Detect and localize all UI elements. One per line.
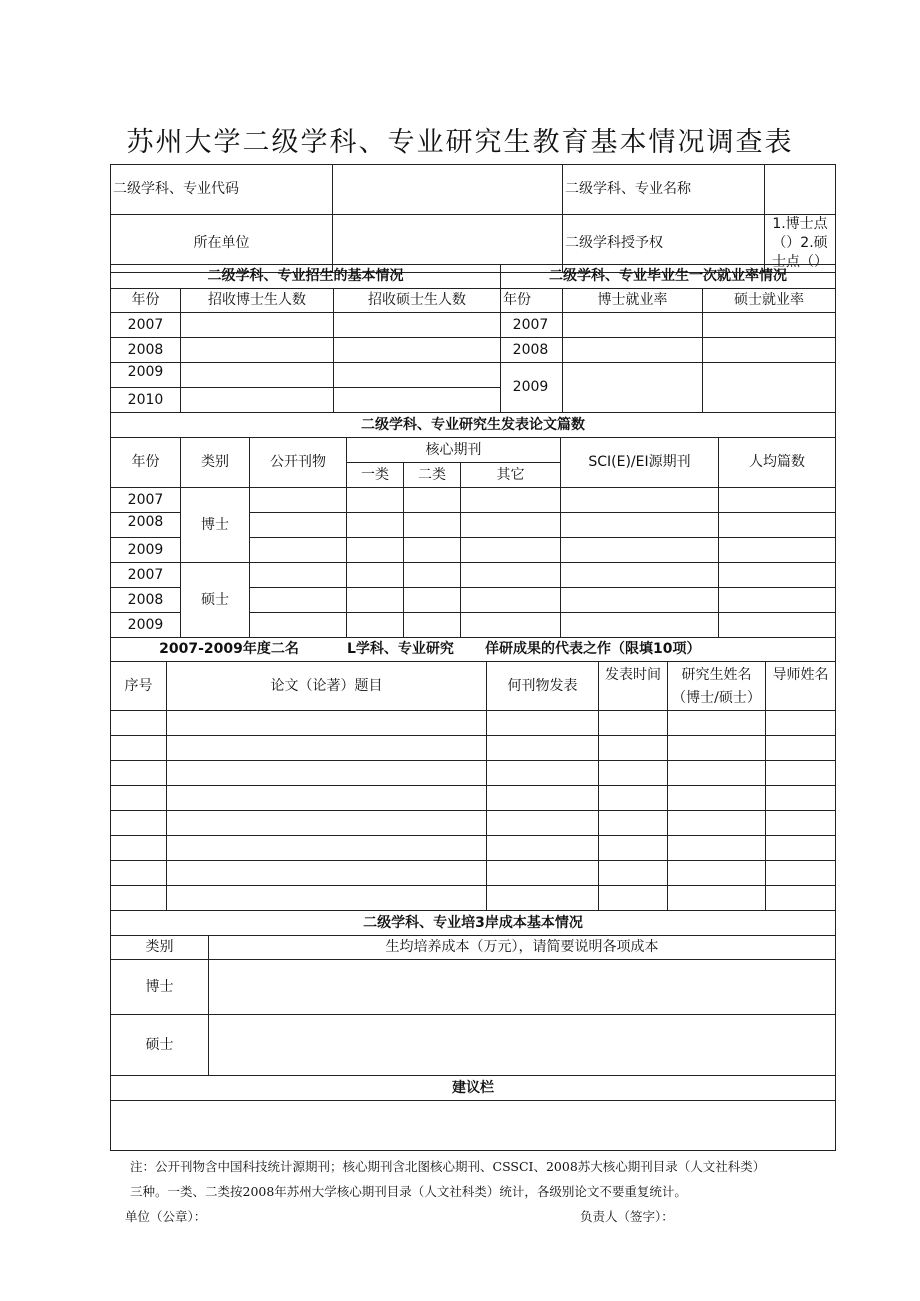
ach-cell[interactable] bbox=[111, 711, 167, 736]
ach-col-journal: 何刊物发表 bbox=[487, 662, 599, 711]
ach-cell[interactable] bbox=[111, 761, 167, 786]
ach-cell[interactable] bbox=[167, 786, 487, 811]
ach-cell[interactable] bbox=[766, 736, 836, 761]
name-field[interactable] bbox=[765, 165, 836, 215]
enroll-col-phd: 招收博士生人数 bbox=[181, 289, 334, 313]
suggestion-field[interactable] bbox=[111, 1101, 836, 1151]
ach-cell[interactable] bbox=[111, 811, 167, 836]
papers-cell[interactable] bbox=[719, 513, 836, 538]
note-line-1: 注：公开刊物含中国科技统计源期刊；核心期刊含北图核心期刊、CSSCI、2008苏大核心期刊目录（人文社科类） bbox=[130, 1159, 766, 1174]
papers-cell[interactable] bbox=[250, 488, 347, 513]
ach-cell[interactable] bbox=[599, 861, 668, 886]
papers-cell[interactable] bbox=[719, 563, 836, 588]
papers-cell[interactable] bbox=[404, 613, 461, 638]
papers-cell[interactable] bbox=[347, 538, 404, 563]
papers-cell[interactable] bbox=[404, 588, 461, 613]
ach-cell[interactable] bbox=[487, 886, 599, 911]
table-row bbox=[111, 786, 836, 811]
enrollment-title: 二级学科、专业招生的基本情况 bbox=[111, 265, 501, 289]
ach-cell[interactable] bbox=[766, 886, 836, 911]
ach-cell[interactable] bbox=[599, 736, 668, 761]
enroll-year: 2007 bbox=[111, 313, 181, 338]
ach-cell[interactable] bbox=[111, 786, 167, 811]
ach-cell[interactable] bbox=[599, 886, 668, 911]
ach-cell[interactable] bbox=[766, 711, 836, 736]
papers-cell[interactable] bbox=[250, 588, 347, 613]
employment-title: 二级学科、专业毕业生一次就业率情况 bbox=[501, 265, 836, 289]
papers-year: 2007 bbox=[111, 563, 181, 588]
ach-cell[interactable] bbox=[167, 736, 487, 761]
responsible-label: 负责人（签字）： bbox=[580, 1209, 674, 1224]
papers-cell[interactable] bbox=[719, 588, 836, 613]
enroll-cell[interactable] bbox=[181, 313, 334, 338]
enroll-cell[interactable] bbox=[181, 363, 334, 388]
cost-title: 二级学科、专业培3岸成本基本情况 bbox=[111, 911, 836, 936]
papers-cell[interactable] bbox=[461, 588, 561, 613]
enroll-col-year: 年份 bbox=[111, 289, 181, 313]
papers-cell[interactable] bbox=[561, 488, 719, 513]
papers-col-public: 公开刊物 bbox=[250, 438, 347, 488]
cost-col-type: 类别 bbox=[111, 936, 209, 960]
ach-col-student: 研究生姓名 bbox=[681, 667, 752, 683]
papers-cell[interactable] bbox=[404, 563, 461, 588]
papers-year: 2008 bbox=[111, 588, 181, 613]
papers-year: 2007 bbox=[111, 488, 181, 513]
ach-cell[interactable] bbox=[167, 886, 487, 911]
ach-cell[interactable] bbox=[599, 836, 668, 861]
cost-phd-label: 博士 bbox=[111, 960, 209, 1015]
table-row bbox=[111, 861, 836, 886]
table-row bbox=[111, 736, 836, 761]
papers-cell[interactable] bbox=[561, 588, 719, 613]
papers-cell[interactable] bbox=[250, 563, 347, 588]
enroll-cell[interactable] bbox=[181, 338, 334, 363]
ach-cell[interactable] bbox=[766, 786, 836, 811]
employ-cell[interactable] bbox=[563, 338, 703, 363]
papers-cell[interactable] bbox=[250, 538, 347, 563]
enroll-cell[interactable] bbox=[181, 388, 334, 413]
papers-year: 2008 bbox=[111, 513, 181, 538]
papers-title: 二级学科、专业研究生发表论文篇数 bbox=[111, 413, 836, 438]
papers-cell[interactable] bbox=[250, 613, 347, 638]
papers-cell[interactable] bbox=[461, 538, 561, 563]
table-row bbox=[111, 811, 836, 836]
papers-col-core-1: 一类 bbox=[347, 463, 404, 488]
papers-cell[interactable] bbox=[347, 588, 404, 613]
info-table bbox=[110, 164, 836, 273]
table-row bbox=[111, 886, 836, 911]
papers-cell[interactable] bbox=[719, 488, 836, 513]
papers-master-label: 硕士 bbox=[181, 563, 250, 638]
enroll-cell[interactable] bbox=[334, 363, 501, 388]
ach-cell[interactable] bbox=[668, 861, 766, 886]
ach-cell[interactable] bbox=[167, 836, 487, 861]
ach-cell[interactable] bbox=[599, 761, 668, 786]
code-label: 二级学科、专业代码 bbox=[111, 165, 333, 215]
ach-cell[interactable] bbox=[766, 861, 836, 886]
papers-col-avg: 人均篇数 bbox=[719, 438, 836, 488]
papers-cell[interactable] bbox=[347, 513, 404, 538]
achievements-title-c: 佯研成果的代表之作（限填10项） bbox=[485, 641, 701, 657]
code-field[interactable] bbox=[333, 165, 563, 215]
papers-cell[interactable] bbox=[404, 513, 461, 538]
papers-cell[interactable] bbox=[461, 563, 561, 588]
papers-cell[interactable] bbox=[719, 613, 836, 638]
enroll-cell[interactable] bbox=[334, 338, 501, 363]
ach-cell[interactable] bbox=[167, 761, 487, 786]
ach-cell[interactable] bbox=[111, 861, 167, 886]
ach-cell[interactable] bbox=[668, 761, 766, 786]
papers-year: 2009 bbox=[111, 538, 181, 563]
ach-cell[interactable] bbox=[668, 736, 766, 761]
achievements-title-a: 2007-2009年度二名 bbox=[159, 641, 299, 657]
grant-label: 二级学科授予权 bbox=[563, 215, 765, 273]
ach-cell[interactable] bbox=[111, 886, 167, 911]
ach-cell[interactable] bbox=[487, 761, 599, 786]
employ-year: 2009 bbox=[501, 363, 563, 413]
papers-col-type: 类别 bbox=[181, 438, 250, 488]
ach-cell[interactable] bbox=[487, 736, 599, 761]
enroll-cell[interactable] bbox=[334, 388, 501, 413]
ach-cell[interactable] bbox=[487, 836, 599, 861]
suggestion-title: 建议栏 bbox=[111, 1076, 836, 1101]
grant-options[interactable]: 1.博士点（）2.硕士点（） bbox=[765, 215, 836, 273]
cost-phd-field[interactable] bbox=[209, 960, 836, 1015]
papers-col-sci: SCI(E)/EI源期刊 bbox=[561, 438, 719, 488]
employ-col-year: 年份 bbox=[501, 289, 563, 313]
enroll-year: 2010 bbox=[111, 388, 181, 413]
employ-cell[interactable] bbox=[703, 338, 836, 363]
unit-label: 所在单位 bbox=[111, 215, 333, 273]
papers-cell[interactable] bbox=[561, 513, 719, 538]
papers-cell[interactable] bbox=[347, 488, 404, 513]
employ-col-master: 硕士就业率 bbox=[703, 289, 836, 313]
page-title: 苏州大学二级学科、专业研究生教育基本情况调查表 bbox=[126, 127, 794, 158]
ach-col-student-sub: （博士/硕士） bbox=[672, 690, 761, 706]
employ-col-phd: 博士就业率 bbox=[563, 289, 703, 313]
cost-master-field[interactable] bbox=[209, 1015, 836, 1076]
ach-col-title: 论文（论著）题目 bbox=[167, 662, 487, 711]
ach-col-advisor: 导师姓名 bbox=[766, 662, 836, 711]
enroll-year: 2008 bbox=[111, 338, 181, 363]
enroll-year: 2009 bbox=[111, 363, 181, 388]
papers-cell[interactable] bbox=[404, 538, 461, 563]
ach-cell[interactable] bbox=[111, 836, 167, 861]
ach-cell[interactable] bbox=[668, 836, 766, 861]
enroll-cell[interactable] bbox=[334, 313, 501, 338]
papers-cell[interactable] bbox=[561, 563, 719, 588]
ach-cell[interactable] bbox=[111, 736, 167, 761]
papers-phd-label: 博士 bbox=[181, 488, 250, 563]
ach-cell[interactable] bbox=[766, 761, 836, 786]
papers-cell[interactable] bbox=[561, 538, 719, 563]
employ-cell[interactable] bbox=[563, 363, 703, 413]
papers-cell[interactable] bbox=[347, 613, 404, 638]
cost-table bbox=[110, 910, 836, 1151]
papers-table bbox=[110, 412, 836, 638]
ach-col-date: 发表时间 bbox=[599, 662, 668, 711]
ach-col-no: 序号 bbox=[111, 662, 167, 711]
ach-cell[interactable] bbox=[668, 886, 766, 911]
papers-cell[interactable] bbox=[561, 613, 719, 638]
papers-cell[interactable] bbox=[250, 513, 347, 538]
cost-master-label: 硕士 bbox=[111, 1015, 209, 1076]
ach-cell[interactable] bbox=[668, 811, 766, 836]
papers-cell[interactable] bbox=[404, 488, 461, 513]
ach-cell[interactable] bbox=[487, 861, 599, 886]
achievements-table bbox=[110, 637, 836, 911]
ach-cell[interactable] bbox=[766, 811, 836, 836]
employ-year: 2008 bbox=[501, 338, 563, 363]
unit-seal-label: 单位（公章）： bbox=[125, 1209, 207, 1224]
enroll-col-master: 招收硕士生人数 bbox=[334, 289, 501, 313]
name-label: 二级学科、专业名称 bbox=[563, 165, 765, 215]
ach-cell[interactable] bbox=[668, 786, 766, 811]
papers-cell[interactable] bbox=[461, 513, 561, 538]
employ-cell[interactable] bbox=[703, 363, 836, 413]
ach-cell[interactable] bbox=[167, 711, 487, 736]
ach-cell[interactable] bbox=[599, 786, 668, 811]
ach-cell[interactable] bbox=[487, 786, 599, 811]
ach-cell[interactable] bbox=[167, 861, 487, 886]
ach-cell[interactable] bbox=[167, 811, 487, 836]
note-line-2: 三种。一类、二类按2008年苏州大学核心期刊目录（人文社科类）统计，各级别论文不要重复统计。 bbox=[130, 1184, 687, 1199]
papers-col-core-other: 其它 bbox=[461, 463, 561, 488]
papers-cell[interactable] bbox=[461, 613, 561, 638]
ach-cell[interactable] bbox=[599, 711, 668, 736]
papers-cell[interactable] bbox=[719, 538, 836, 563]
employ-year: 2007 bbox=[501, 313, 563, 338]
papers-col-core: 核心期刊 bbox=[347, 438, 561, 463]
enroll-employ-table bbox=[110, 264, 836, 413]
papers-col-core-2: 二类 bbox=[404, 463, 461, 488]
papers-cell[interactable] bbox=[347, 563, 404, 588]
table-row bbox=[111, 836, 836, 861]
employ-cell[interactable] bbox=[703, 313, 836, 338]
achievements-title-b: L学科、专业研究 bbox=[347, 641, 454, 657]
table-row bbox=[111, 711, 836, 736]
ach-cell[interactable] bbox=[668, 711, 766, 736]
ach-cell[interactable] bbox=[487, 711, 599, 736]
papers-year: 2009 bbox=[111, 613, 181, 638]
papers-col-year: 年份 bbox=[111, 438, 181, 488]
ach-cell[interactable] bbox=[487, 811, 599, 836]
cost-col-cost: 生均培养成本（万元），请简要说明各项成本 bbox=[209, 936, 836, 960]
employ-cell[interactable] bbox=[563, 313, 703, 338]
ach-cell[interactable] bbox=[766, 836, 836, 861]
table-row bbox=[111, 761, 836, 786]
ach-cell[interactable] bbox=[599, 811, 668, 836]
papers-cell[interactable] bbox=[461, 488, 561, 513]
